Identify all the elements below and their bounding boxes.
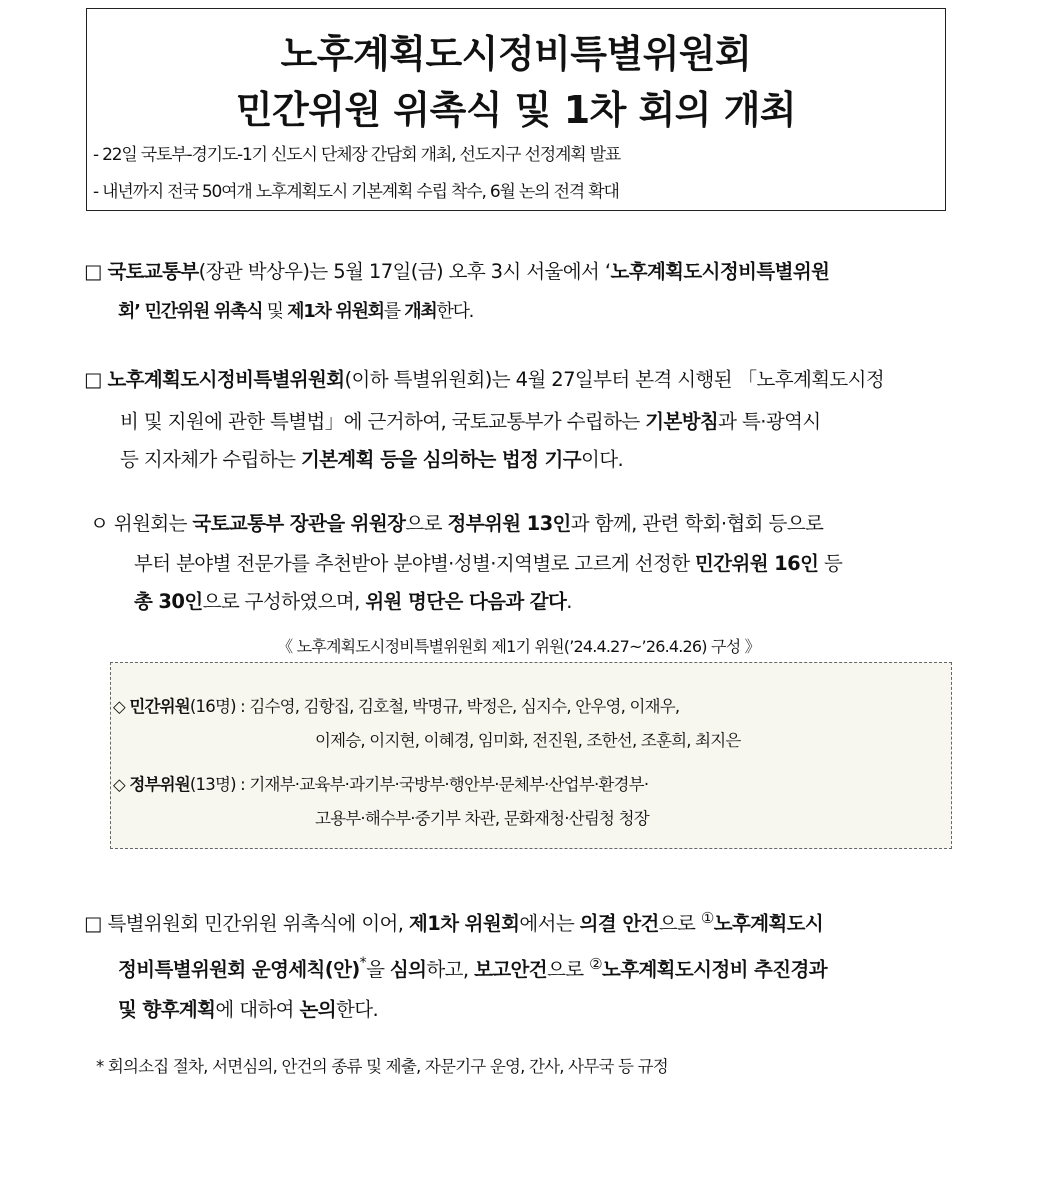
text-bold: 노후계획도시정비특별위원 [610, 260, 830, 283]
paragraph-4-line3 [118, 994, 378, 1022]
members-caption: 《 노후계획도시정비특별위원회 제1기 위원(’24.4.27~’26.4.26) 구성 》 [277, 637, 760, 656]
text: 특별위원회 민간위원 위촉식에 이어, [107, 912, 409, 935]
text: (이하 특별위원회)는 4월 27일부터 본격 시행된 「노후계획도시정 [344, 368, 885, 391]
text: 한다. [436, 301, 474, 322]
paragraph-1-line1 [84, 256, 829, 284]
page-title-line2: 민간위원 위촉식 및 1차 회의 개최 [235, 88, 797, 132]
text-bold: 제1차 위원회 [287, 301, 384, 322]
text-bold: 국토교통부 장관을 위원장 [192, 512, 406, 535]
text-bold: 심의 [389, 958, 427, 981]
text: . [566, 590, 572, 613]
title-box [86, 8, 946, 211]
text-bold: 노후계획도시 [713, 912, 824, 935]
footnote-mark: * [359, 955, 367, 971]
text-bold: 보고안건 [474, 958, 548, 981]
text: 위원회는 [113, 512, 193, 535]
text: 으로 [405, 512, 448, 535]
members-box [110, 662, 952, 849]
text-bold: 위원 명단은 다음과 같다 [365, 590, 567, 613]
civil-members-line2: 이제승, 이지현, 이혜경, 임미화, 전진원, 조한선, 조훈희, 최지은 [315, 731, 741, 750]
text-bold: 노후계획도시정비 추진경과 [601, 958, 828, 981]
civil-members-line1 [113, 693, 679, 717]
text-bold: 민간위원 [129, 697, 190, 716]
text: 으로 [547, 958, 590, 981]
diamond-bullet: ◇ [113, 775, 125, 794]
diamond-bullet: ◇ [113, 697, 125, 716]
text-bold: 개최 [404, 301, 437, 322]
circled-number-1: ① [700, 909, 714, 927]
text: (13명) : 기재부·교육부·과기부·국방부·행안부·문체부·산업부·환경부· [189, 775, 649, 794]
paragraph-4-line1 [84, 908, 823, 936]
paragraph-2-line3 [120, 444, 623, 472]
subtitle-2: - 내년까지 전국 50여개 노후계획도시 기본계획 수립 착수, 6월 논의 전격 확대 [93, 182, 619, 202]
text-bold: 정부위원 13인 [447, 512, 571, 535]
text: 으로 구성하였으며, [202, 590, 366, 613]
paragraph-3-line2 [134, 548, 842, 576]
paragraph-4-line2 [118, 954, 827, 982]
paragraph-3-line3 [134, 586, 572, 614]
square-bullet: □ [84, 260, 102, 283]
paragraph-3-line1 [90, 508, 823, 536]
text: 에서는 [519, 912, 580, 935]
circle-bullet: ㅇ [90, 512, 109, 535]
text-bold: 정비특별위원회 운영세칙(안) [118, 958, 360, 981]
text: 과 함께, 관련 학회·협회 등으로 [570, 512, 824, 535]
text-bold: 민간위원 위촉식 [144, 301, 263, 322]
text-bold: 의결 안건 [579, 912, 659, 935]
page-title-line1: 노후계획도시정비특별위원회 [280, 32, 752, 76]
text: 를 [383, 301, 405, 322]
text-bold: 정부위원 [129, 775, 190, 794]
text: 등 지자체가 수립하는 [120, 448, 301, 471]
text-bold: 논의 [299, 998, 337, 1021]
text: 및 [262, 301, 288, 322]
text: 등 [818, 552, 843, 575]
text: 비 및 지원에 관한 특별법」에 근거하여, 국토교통부가 수립하는 [120, 410, 646, 433]
text: 에 대하여 [215, 998, 300, 1021]
text: 한다. [336, 998, 379, 1021]
text-bold: 기본방침 [645, 410, 719, 433]
gov-members-line2: 고용부·해수부·중기부 차관, 문화재청·산림청 청장 [315, 809, 649, 828]
footnote: * 회의소집 절차, 서면심의, 안건의 종류 및 제출, 자문기구 운영, 간사, 사무국 등 규정 [96, 1057, 668, 1076]
text: (장관 박상우)는 5월 17일(금) 오후 3시 서울에서 ‘ [198, 260, 611, 283]
text: 부터 분야별 전문가를 추천받아 분야별·성별·지역별로 고르게 선정한 [134, 552, 696, 575]
paragraph-2-line2 [120, 406, 821, 434]
paragraph-2-line1 [84, 364, 884, 392]
square-bullet: □ [84, 912, 102, 935]
square-bullet: □ [84, 368, 102, 391]
gov-members-line1 [113, 771, 648, 795]
text-bold: 국토교통부 [107, 260, 199, 283]
text-bold: 및 향후계획 [118, 998, 216, 1021]
text-bold: 제1차 위원회 [409, 912, 520, 935]
text-bold: ’ [134, 301, 145, 322]
text: 하고, [426, 958, 475, 981]
text-bold: 총 30인 [134, 590, 203, 613]
text: 과 특·광역시 [718, 410, 821, 433]
text-bold: 민간위원 16인 [695, 552, 819, 575]
text-bold: 노후계획도시정비특별위원회 [107, 368, 345, 391]
text-bold: 기본계획 등을 심의하는 법정 기구 [300, 448, 582, 471]
text: 이다. [581, 448, 624, 471]
text: 을 [366, 958, 390, 981]
text: 으로 [658, 912, 701, 935]
subtitle-1: - 22일 국토부-경기도-1기 신도시 단체장 간담회 개최, 선도지구 선정계획 발표 [93, 145, 621, 165]
text: (16명) : 김수영, 김항집, 김호철, 박명규, 박정은, 심지수, 안우영, 이재우, [189, 697, 680, 716]
circled-number-2: ② [589, 955, 602, 973]
paragraph-1-line2 [118, 297, 473, 323]
text-bold: 회 [118, 301, 135, 322]
